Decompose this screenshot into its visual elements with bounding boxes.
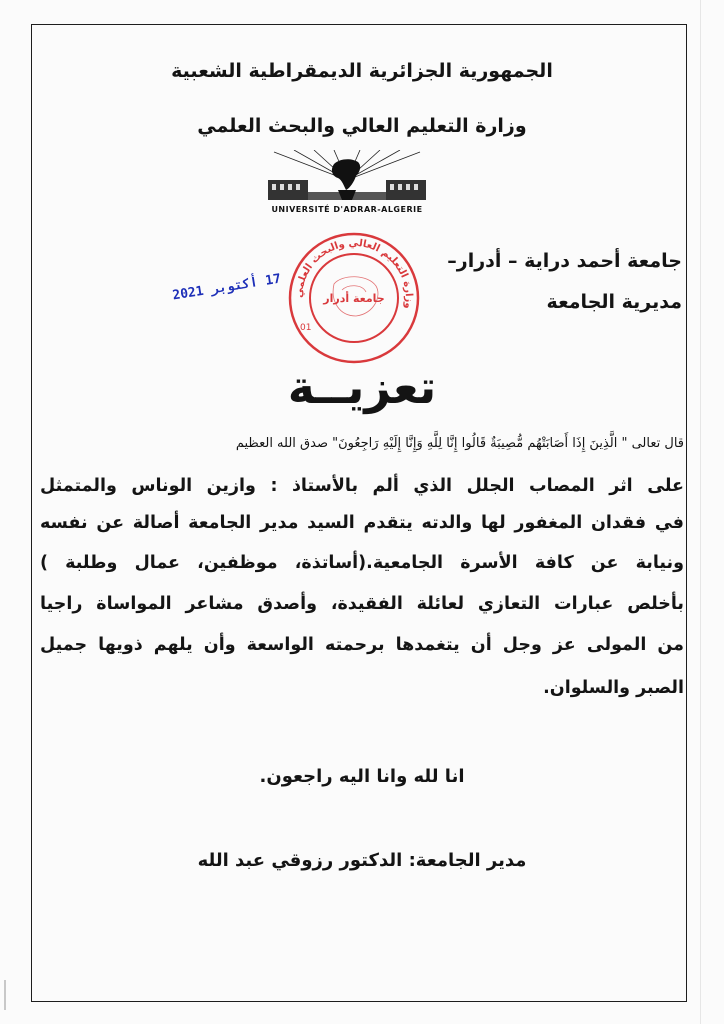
signature-line: مدير الجامعة: الدكتور رزوقي عبد الله xyxy=(197,850,527,871)
ministry-header: وزارة التعليم العالي والبحث العلمي xyxy=(197,115,527,137)
university-name: جامعة أحمد دراية – أدرار– xyxy=(447,250,682,272)
seal-inner-text: جامعة أدرار xyxy=(323,292,385,305)
body-line: بأخلص عبارات التعازي لعائلة الفقيدة، وأصدق مشاعر المواساة راجيا xyxy=(40,594,684,614)
seal-outer-text: وزارة التعليم العالي والبحث العلمي xyxy=(293,237,415,310)
scan-artifact xyxy=(4,980,6,1010)
closing-phrase: انا لله وانا اليه راجعون. xyxy=(259,766,465,787)
body-line: الصبر والسلوان. xyxy=(543,678,684,698)
body-line: من المولى عز وجل أن يتغمدها برحمته الواسعة وأن يلهم ذويها جميل xyxy=(40,635,684,655)
republic-header: الجمهورية الجزائرية الديمقراطية الشعبية xyxy=(171,60,553,82)
quran-verse: قال تعالى " الَّذِينَ إِذَا أَصَابَتْهُم مُّصِيبَةٌ قَالُوا إِنَّا لِلَّهِ وَإِنَّا إِلَيْهِ رَاجِعُونَ" صدق الله العظيم xyxy=(235,436,684,451)
official-seal-icon xyxy=(286,230,422,366)
university-adrar-logo-icon xyxy=(254,150,440,206)
directorate-name: مديرية الجامعة xyxy=(546,291,682,313)
university-logo xyxy=(254,150,440,214)
body-line: ونيابة عن كافة الأسرة الجامعية.(أساتذة، موظفين، عمال وطلبة ) xyxy=(40,553,684,573)
date-stamp: 17 أكتوبر 2021 xyxy=(171,271,283,304)
scan-artifact xyxy=(700,0,701,1024)
body-line: على اثر المصاب الجلل الذي ألم بالأستاذ : وازين الوناس والمتمثل xyxy=(40,476,684,496)
logo-caption: UNIVERSITÉ D'ADRAR-ALGERIE xyxy=(271,205,423,214)
document-title: تعزيــة xyxy=(287,360,437,414)
seal-number: 01 xyxy=(300,323,312,333)
body-line: في فقدان المغفور لها والدته يتقدم السيد مدير الجامعة أصالة عن نفسه xyxy=(40,513,684,533)
